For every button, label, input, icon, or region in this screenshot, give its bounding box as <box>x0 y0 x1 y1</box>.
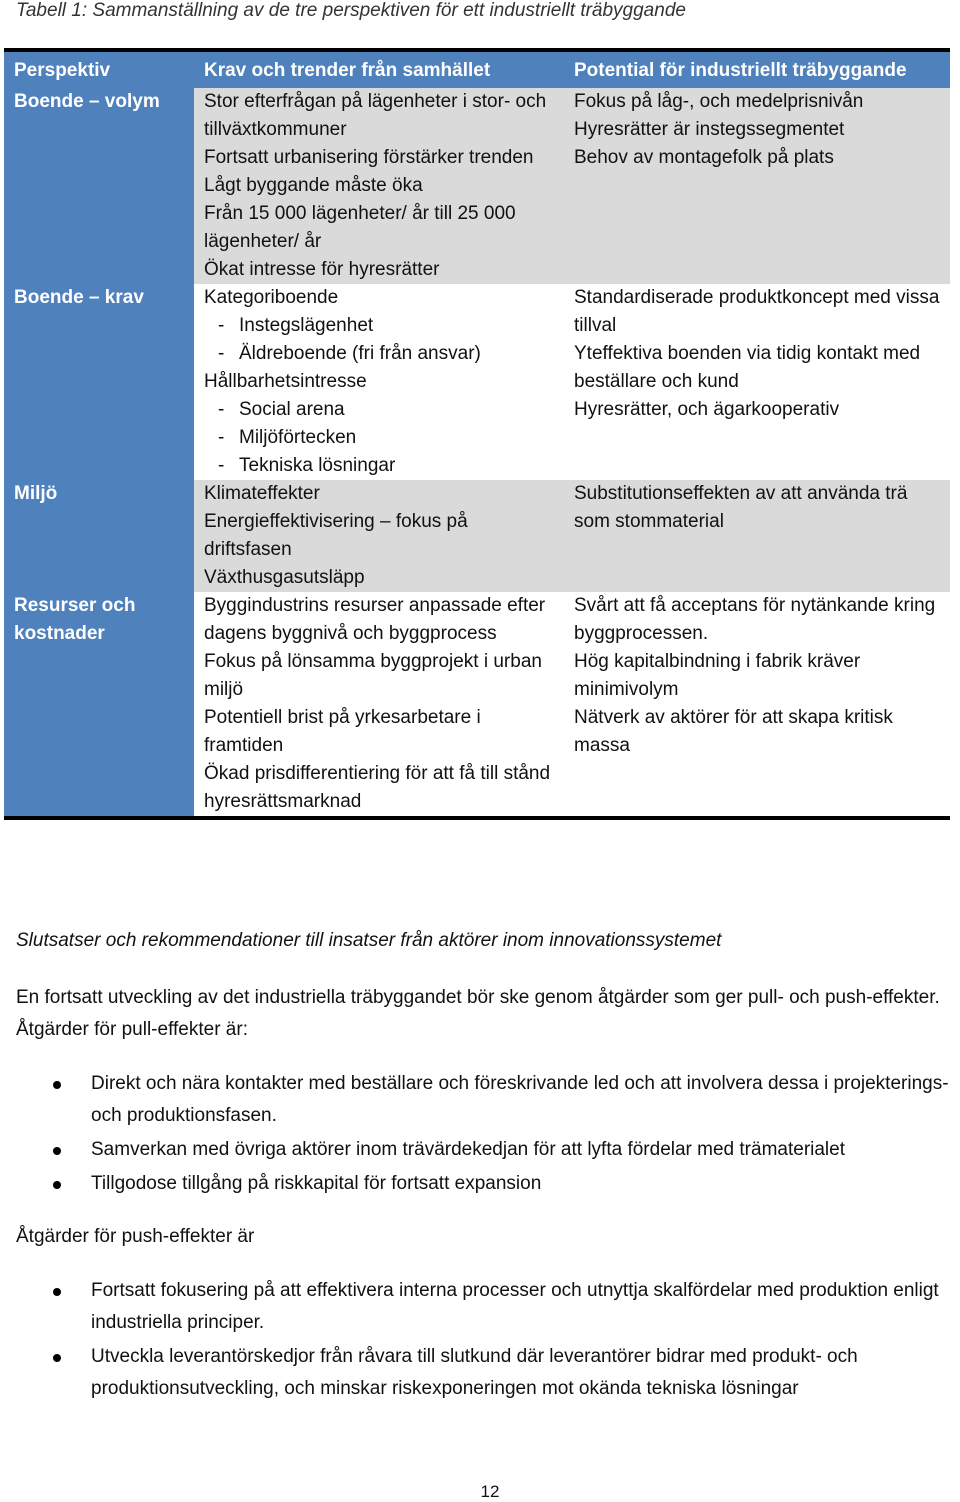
cell-line: Behov av montagefolk på plats <box>574 147 834 168</box>
cell-line: Fokus på lönsamma byggprojekt i urban miljö <box>204 651 542 700</box>
cell-line: Kategoriboende <box>204 287 339 308</box>
intro-paragraph: En fortsatt utveckling av det industriella träbyggandet bör ske genom åtgärder som ger pull- och push-effekter. Åtgärder för pull-effekter är: <box>16 987 940 1040</box>
list-item: Tillgodose tillgång på riskkapital för fortsatt expansion <box>16 1168 956 1200</box>
push-bullet-list <box>16 1275 956 1407</box>
row-krav <box>194 592 564 818</box>
table-row <box>4 284 950 480</box>
dash-item: - Tekniska lösningar <box>204 452 554 480</box>
row-krav <box>194 284 564 480</box>
table-caption: Tabell 1: Sammanställning av de tre perspektiven för ett industriellt träbyggande <box>16 0 686 21</box>
cell-line: Hyresrätter är instegssegmentet <box>574 119 845 140</box>
table-row <box>4 88 950 284</box>
cell-line: Hyresrätter, och ägarkooperativ <box>574 399 840 420</box>
cell-line: Hög kapitalbindning i fabrik kräver minimivolym <box>574 651 861 700</box>
row-perspektiv: Resurser och kostnader <box>4 592 194 818</box>
push-heading: Åtgärder för push-effekter är <box>16 1226 255 1247</box>
cell-line: Hållbarhetsintresse <box>204 371 367 392</box>
list-item: Utveckla leverantörskedjor från råvara till slutkund där leverantörer bidrar med produkt- och produktionsutveckling, och minskar riskexponeringen mot okända tekniska lösningar <box>16 1341 956 1405</box>
page-number: 12 <box>480 1482 500 1501</box>
cell-line: Lågt byggande måste öka <box>204 175 423 196</box>
cell-line: Fokus på låg-, och medelprisnivån <box>574 91 864 112</box>
pull-bullet-list <box>16 1068 956 1202</box>
dash-item: - Instegslägenhet <box>204 312 554 340</box>
cell-line: Standardiserade produktkoncept med vissa tillval <box>574 287 940 336</box>
table-row <box>4 480 950 592</box>
row-krav <box>194 480 564 592</box>
cell-line: Ökat intresse för hyresrätter <box>204 259 440 280</box>
cell-line: Substitutionseffekten av att använda trä som stommaterial <box>574 483 908 532</box>
cell-line: Byggindustrins resurser anpassade efter dagens byggnivå och byggprocess <box>204 595 546 644</box>
row-perspektiv: Miljö <box>4 480 194 592</box>
summary-table <box>4 48 950 820</box>
cell-line: Energieffektivisering – fokus på driftsfasen <box>204 511 468 560</box>
row-potential <box>564 88 950 284</box>
list-item: Direkt och nära kontakter med beställare och föreskrivande led och att involvera dessa i projekterings- och produktionsfasen. <box>16 1068 956 1132</box>
list-item: Fortsatt fokusering på att effektivera interna processer och utnyttja skalfördelar med produktion enligt industriella principer. <box>16 1275 956 1339</box>
dash-item: - Äldreboende (fri från ansvar) <box>204 340 554 368</box>
cell-line: Yteffektiva boenden via tidig kontakt med beställare och kund <box>574 343 921 392</box>
table-header-row <box>4 50 950 88</box>
list-item: Samverkan med övriga aktörer inom trävärdekedjan för att lyfta fördelar med trämaterialet <box>16 1134 956 1166</box>
dash-item: - Miljöförtecken <box>204 424 554 452</box>
cell-line: Klimateffekter <box>204 483 320 504</box>
dash-item: - Social arena <box>204 396 554 424</box>
row-krav <box>194 88 564 284</box>
table-row <box>4 592 950 818</box>
section-title: Slutsatser och rekommendationer till insatser från aktörer inom innovationssystemet <box>16 930 722 951</box>
cell-line: Fortsatt urbanisering förstärker trenden <box>204 147 534 168</box>
header-potential: Potential för industriellt träbyggande <box>564 50 950 88</box>
row-perspektiv: Boende – krav <box>4 284 194 480</box>
cell-line: Växthusgasutsläpp <box>204 567 365 588</box>
cell-line: Nätverk av aktörer för att skapa kritisk massa <box>574 707 893 756</box>
row-perspektiv: Boende – volym <box>4 88 194 284</box>
row-potential <box>564 284 950 480</box>
row-potential <box>564 480 950 592</box>
cell-line: Potentiell brist på yrkesarbetare i framtiden <box>204 707 481 756</box>
header-krav: Krav och trender från samhället <box>194 50 564 88</box>
row-potential <box>564 592 950 818</box>
cell-line: Svårt att få acceptans för nytänkande kring byggprocessen. <box>574 595 936 644</box>
cell-line: Ökad prisdifferentiering för att få till stånd hyresrättsmarknad <box>204 763 551 812</box>
header-perspektiv: Perspektiv <box>4 50 194 88</box>
cell-line: Stor efterfrågan på lägenheter i stor- och tillväxtkommuner <box>204 91 547 140</box>
cell-line: Från 15 000 lägenheter/ år till 25 000 lägenheter/ år <box>204 203 516 252</box>
